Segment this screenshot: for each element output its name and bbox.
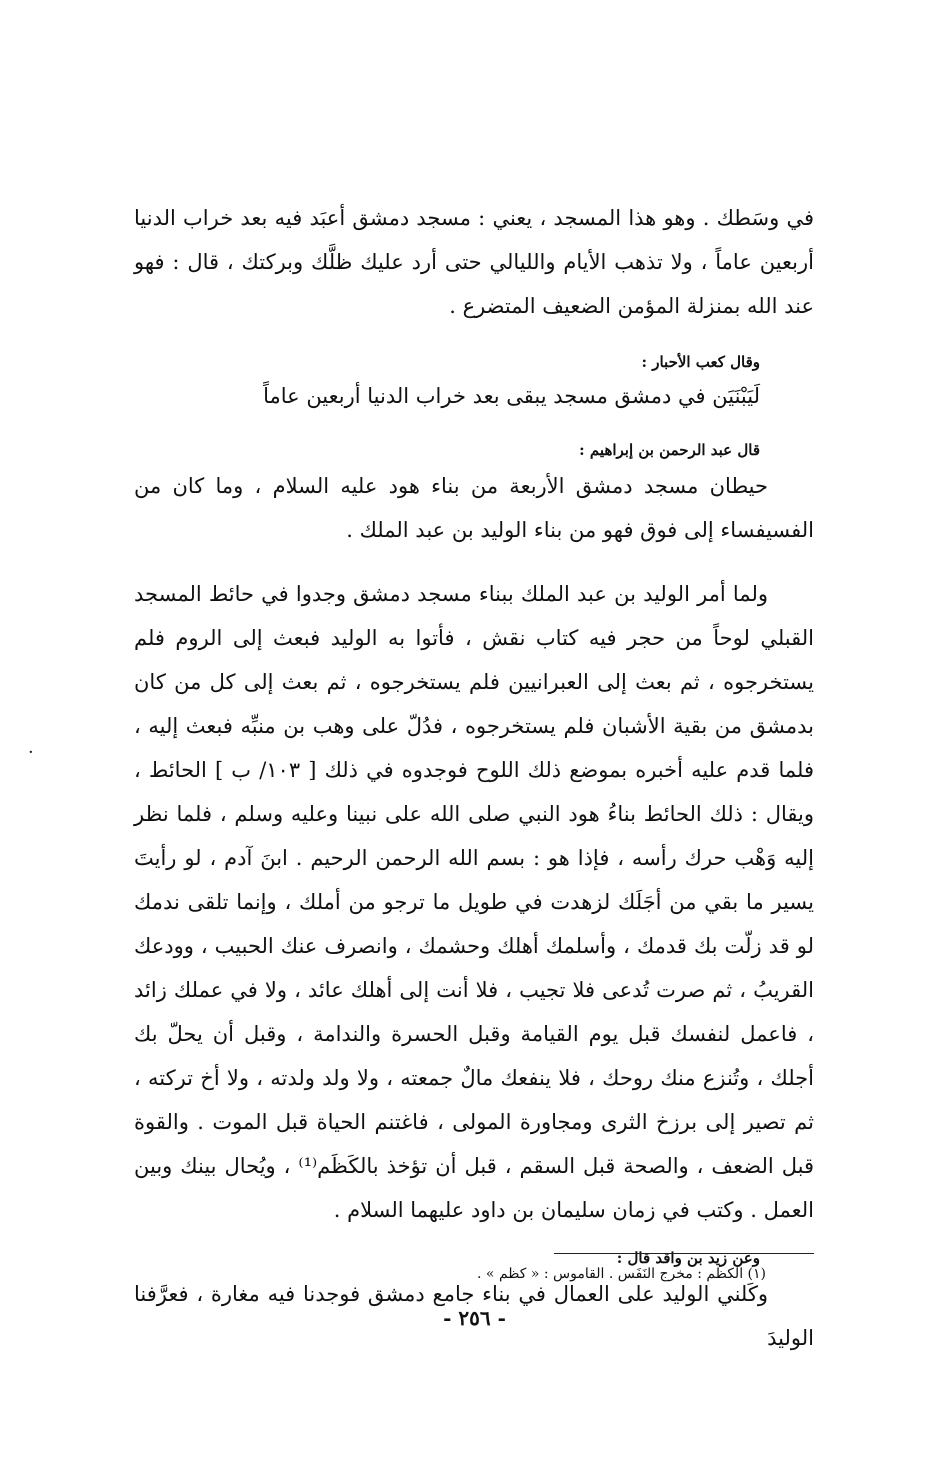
paragraph-inscription: ولما أمر الوليد بن عبد الملك ببناء مسجد دمشق وجدوا في حائط المسجد القبلي لوحاً من حجر فيه كتاب نقش ، فأتوا به الوليد فبعث إلى الروم فلم يستخرجوه ، ثم بعث إلى العبرانيين فلم يستخرجوه ، ثم بعث إلى كل من كان بدمشق من بقية الأشبان فلم يستخرجوه ، فدُلّ على وهب بن منبِّه فبعث إليه ، فلما قدم عليه أخبره بموضع ذلك اللوح فوجدوه في ذلك [ ١٠٣/ ب ] الحائط ، ويقال : ذلك الحائط بناءُ هود النبي صلى الله على نبينا وعليه وسلم ، فلما نظر إليه وَهْب حرك رأسه ، فإذا هو : بسم الله الرحمن الرحيم . ابنَ آدم ، لو رأيتَ يسير ما بقي من أجَلَك لزهدت في طويل ما ترجو من أملك ، وإنما تلقى ندمك لو قد زلّت بك قدمك ، وأسلمك أهلك وحشمك ، وانصرف عنك الحبيب ، وودعك القريبُ ، ثم صرت تُدعى فلا تجيب ، فلا أنت إلى أهلك عائد ، ولا في عملك زائد ، فاعمل لنفسك قبل يوم القيامة وقبل الحسرة والندامة ، وقبل أن يحلّ بك أجلك ، وتُنزع منك روحك ، فلا ينفعك مالٌ جمعته ، ولا ولد ولدته ، ولا أخ تركته ، ثم تصير إلى برزخ الثرى ومجاورة المولى ، فاغتنم الحياة قبل الموت . والقوة قبل الضعف ، والصحة قبل السقم ، قبل أن تؤخذ بالكَظَم⁽¹⁾ ، ويُحال بينك وبين العمل . وكتب في زمان سليمان بن داود عليهما السلام . — [134, 582, 815, 1222]
heading-zayd-bin-waqid: وعن زيد بن واقد قال : — [616, 1249, 760, 1267]
paragraph-walls: حيطان مسجد دمشق الأربعة من بناء هود عليه السلام ، وما كان من الفسيفساء إلى فوق فهو من بناء الوليد بن عبد الملك . — [134, 474, 814, 542]
margin-mark: · — [28, 742, 34, 763]
page-number: - ٢٥٦ - — [443, 1306, 506, 1330]
footnote-divider — [554, 1253, 814, 1254]
spacer — [134, 1232, 814, 1244]
paragraph-cave: وكَلني الوليد على العمال في بناء جامع دمشق فوجدنا فيه مغارة ، فعرَّفنا الوليدَ — [134, 1282, 814, 1350]
heading-abd-al-rahman: قال عبد الرحمن بن إبراهيم : — [579, 441, 760, 459]
paragraph-opening: في وسَطك . وهو هذا المسجد ، يعني : مسجد دمشق أعبَد فيه بعد خراب الدنيا أربعين عاماً ، ولا تذهب الأيام والليالي حتى أرد عليك ظلَّك وبركتك ، قال : فهو عند الله بمنزلة المؤمن الضعيف المتضرع . — [134, 206, 814, 318]
heading-kaab-al-ahbar: وقال كعب الأحبار : — [641, 353, 760, 371]
spacer — [134, 416, 814, 436]
quote-kaab-al-ahbar: لَيَبْنَيَن في دمشق مسجد يبقى بعد خراب الدنيا أربعين عاماً — [263, 384, 760, 408]
spacer — [134, 552, 814, 572]
main-text — [134, 196, 814, 1360]
footnote: (١) الكظم : مخرج النَفَس . القاموس : « كظم » . — [477, 1266, 766, 1282]
spacer — [134, 328, 814, 348]
